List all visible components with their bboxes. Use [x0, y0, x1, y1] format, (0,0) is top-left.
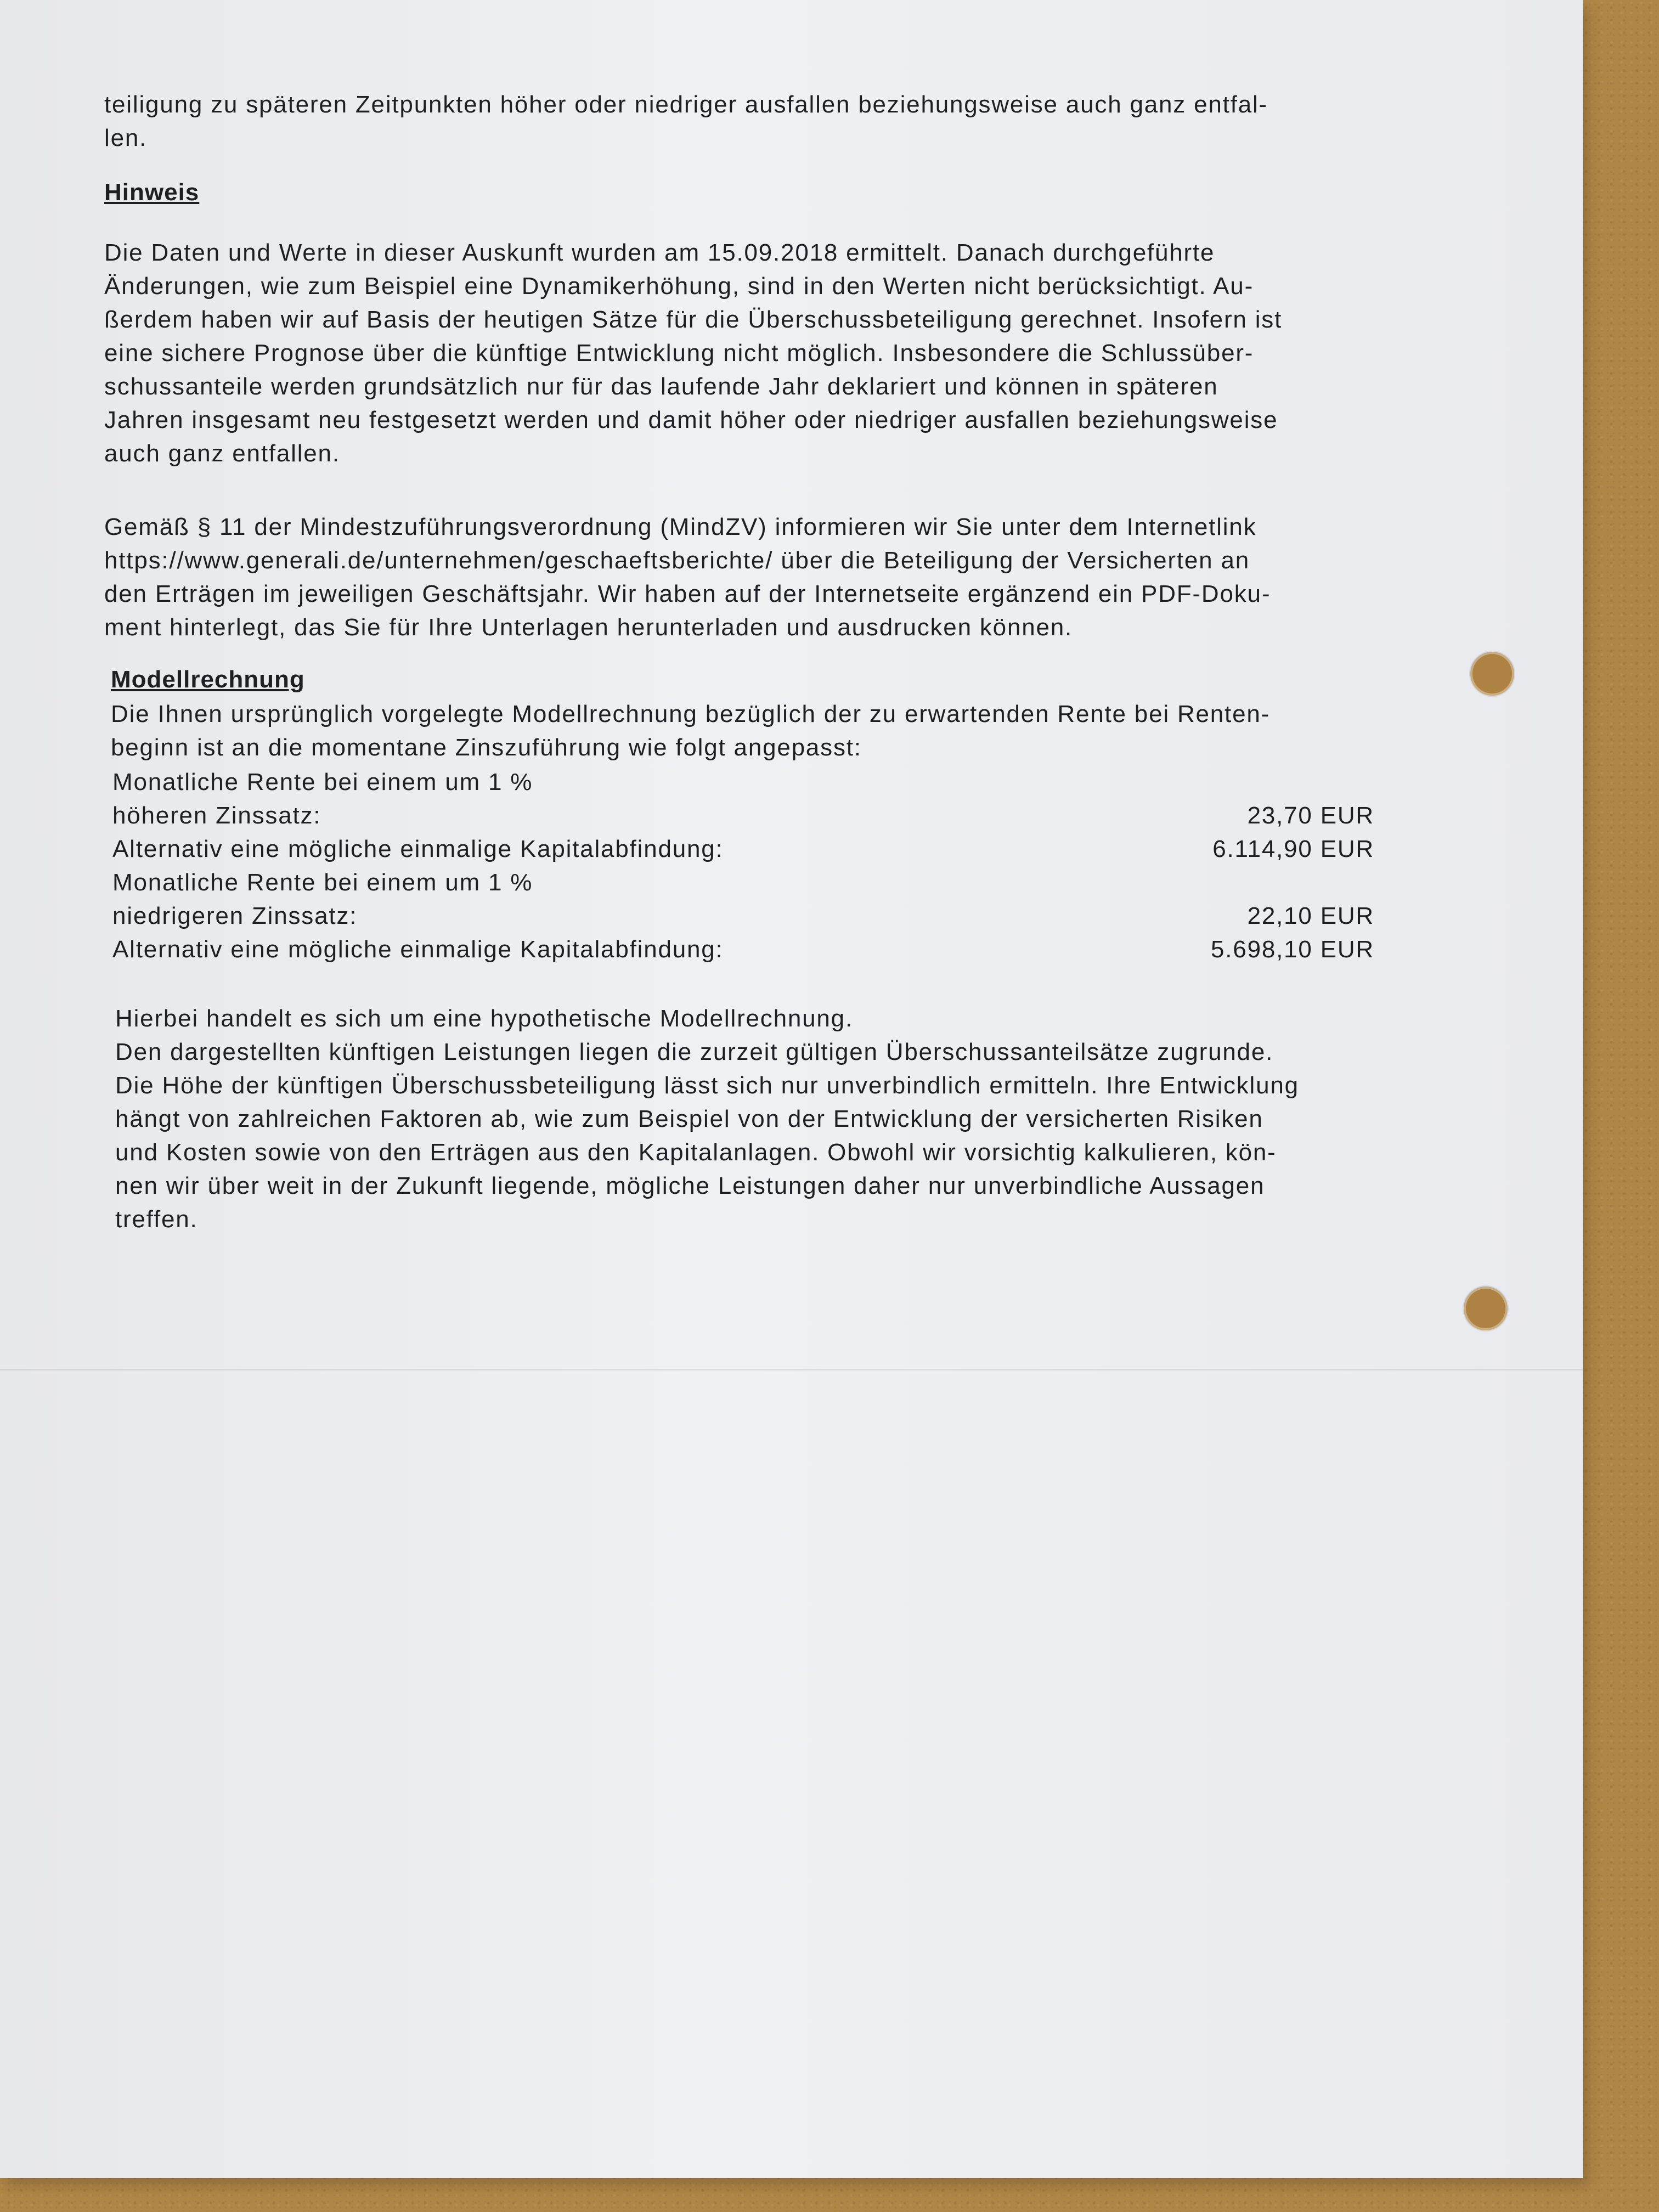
mindzv-paragraph [104, 510, 1459, 644]
row-amount: 5.698,10 EUR [1211, 936, 1374, 963]
intro-paragraph [104, 88, 1459, 155]
closing-line: Die Höhe der künftigen Überschussbeteiligung lässt sich nur unverbindlich ermitteln. Ihre Entwicklung [115, 1072, 1299, 1099]
intro-line: len. [104, 125, 148, 151]
modellrechnung-row [112, 832, 1374, 866]
closing-paragraph [115, 1002, 1470, 1236]
row-amount: 6.114,90 EUR [1212, 836, 1374, 862]
row-amount: 23,70 EUR [1247, 802, 1374, 829]
closing-line: Hierbei handelt es sich um eine hypothetische Modellrechnung. [115, 1005, 853, 1032]
hinweis-line: ßerdem haben wir auf Basis der heutigen Sätze für die Überschussbeteiligung gerechnet. Insofern ist [104, 306, 1283, 333]
modellrechnung-row [112, 799, 1374, 832]
closing-line: und Kosten sowie von den Erträgen aus den Kapitalanlagen. Obwohl wir vorsichtig kalkulieren, kön- [115, 1139, 1277, 1166]
row-label: Monatliche Rente bei einem um 1 % [112, 769, 533, 795]
hinweis-heading: Hinweis [104, 179, 200, 206]
closing-line: hängt von zahlreichen Faktoren ab, wie zum Beispiel von der Entwicklung der versicherten Risiken [115, 1105, 1263, 1132]
modellrechnung-row [112, 765, 1374, 799]
intro-line: teiligung zu späteren Zeitpunkten höher oder niedriger ausfallen beziehungsweise auch ganz entfal- [104, 91, 1268, 118]
row-label: niedrigeren Zinssatz: [112, 902, 358, 929]
modellrechnung-intro-line: beginn ist an die momentane Zinszuführung wie folgt angepasst: [111, 734, 862, 761]
row-label: Alternativ eine mögliche einmalige Kapitalabfindung: [112, 836, 724, 862]
modellrechnung-intro [111, 697, 1466, 764]
modellrechnung-row [112, 866, 1374, 899]
modellrechnung-heading: Modellrechnung [111, 666, 305, 693]
mindzv-link-line: https://www.generali.de/unternehmen/geschaeftsberichte/ über die Beteiligung der Versicherten an [104, 547, 1250, 574]
modellrechnung-row [112, 899, 1374, 933]
hinweis-line: auch ganz entfallen. [104, 440, 340, 467]
modellrechnung-row [112, 933, 1374, 966]
closing-line: nen wir über weit in der Zukunft liegende, mögliche Leistungen daher nur unverbindliche Aussagen [115, 1172, 1265, 1199]
mindzv-line: Gemäß § 11 der Mindestzuführungsverordnung (MindZV) informieren wir Sie unter dem Internetlink [104, 514, 1257, 540]
modellrechnung-intro-line: Die Ihnen ursprünglich vorgelegte Modellrechnung bezüglich der zu erwartenden Rente bei Renten- [111, 701, 1271, 727]
closing-line: treffen. [115, 1206, 198, 1233]
hinweis-line: schussanteile werden grundsätzlich nur für das laufende Jahr deklariert und können in späteren [104, 373, 1218, 400]
hinweis-line: Die Daten und Werte in dieser Auskunft wurden am 15.09.2018 ermittelt. Danach durchgeführte [104, 239, 1215, 266]
hinweis-paragraph [104, 236, 1459, 470]
row-amount: 22,10 EUR [1247, 902, 1374, 929]
row-label: Alternativ eine mögliche einmalige Kapitalabfindung: [112, 936, 724, 963]
hinweis-line: Jahren insgesamt neu festgesetzt werden und damit höher oder niedriger ausfallen beziehungsweise [104, 407, 1278, 433]
punch-hole [1470, 652, 1514, 696]
punch-hole [1464, 1286, 1508, 1330]
mindzv-line: ment hinterlegt, das Sie für Ihre Unterlagen herunterladen und ausdrucken können. [104, 614, 1073, 641]
hinweis-line: Änderungen, wie zum Beispiel eine Dynamikerhöhung, sind in den Werten nicht berücksichtigt. Au- [104, 273, 1254, 300]
mindzv-line: den Erträgen im jeweiligen Geschäftsjahr. Wir haben auf der Internetseite ergänzend ein PDF-Doku- [104, 580, 1271, 607]
row-label: höheren Zinssatz: [112, 802, 321, 829]
closing-line: Den dargestellten künftigen Leistungen liegen die zurzeit gültigen Überschussanteilsätze zugrunde. [115, 1039, 1274, 1065]
hinweis-line: eine sichere Prognose über die künftige Entwicklung nicht möglich. Insbesondere die Schlussüber- [104, 340, 1254, 366]
row-label: Monatliche Rente bei einem um 1 % [112, 869, 533, 896]
